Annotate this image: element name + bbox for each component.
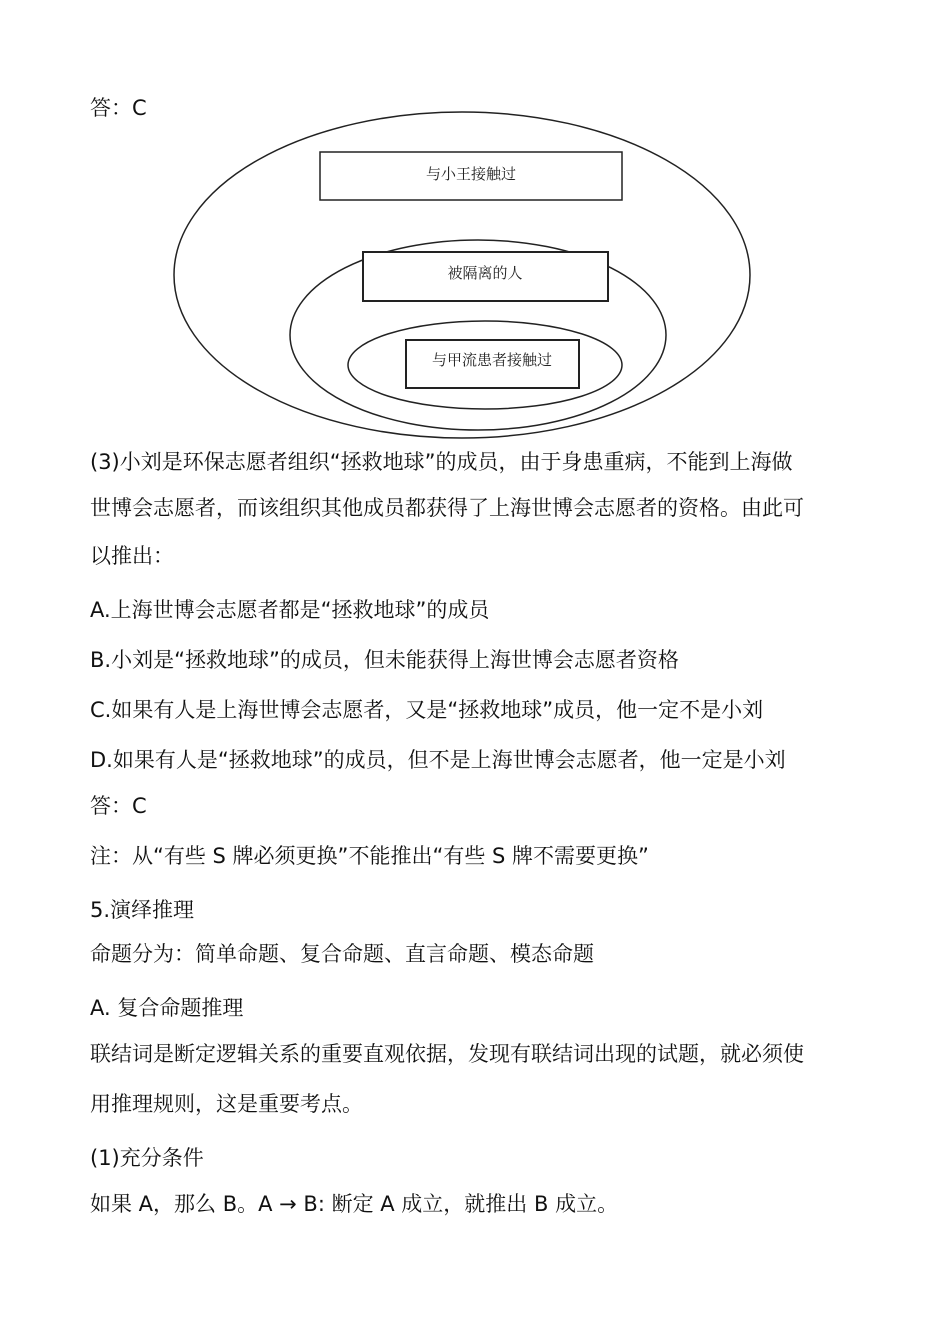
option-b: B.小刘是“拯救地球”的成员，但未能获得上海世博会志愿者资格 [90,648,679,672]
proposition-types: 命题分为：简单命题、复合命题、直言命题、模态命题 [90,942,594,966]
option-c: C.如果有人是上海世博会志愿者，又是“拯救地球”成员，他一定不是小刘 [90,698,764,722]
section-heading: 5.演绎推理 [90,898,195,922]
paragraph-line-1: 联结词是断定逻辑关系的重要直观依据，发现有联结词出现的试题，就必须使 [90,1042,804,1066]
rule-text: 如果 A，那么 B。A → B: 断定 A 成立，就推出 B 成立。 [90,1192,619,1216]
subsection-heading: A. 复合命题推理 [90,996,244,1020]
inner-label: 与甲流患者接触过 [431,351,553,369]
answer-label-2: 答：C [90,794,147,818]
middle-label: 被隔离的人 [447,264,523,282]
question-text-line-3: 以推出： [90,544,174,568]
item-heading: (1)充分条件 [90,1146,204,1170]
answer-label: 答：C [90,96,147,120]
question-text-line-1: (3)小刘是环保志愿者组织“拯救地球”的成员，由于身患重病，不能到上海做 [90,450,793,474]
nested-set-diagram [170,110,770,440]
note-text: 注：从“有些 S 牌必须更换”不能推出“有些 S 牌不需要更换” [90,844,649,868]
option-a: A.上海世博会志愿者都是“拯救地球”的成员 [90,598,490,622]
question-text-line-2: 世博会志愿者，而该组织其他成员都获得了上海世博会志愿者的资格。由此可 [90,496,804,520]
paragraph-line-2: 用推理规则，这是重要考点。 [90,1092,363,1116]
outer-label: 与小王接触过 [425,165,517,183]
option-d: D.如果有人是“拯救地球”的成员，但不是上海世博会志愿者，他一定是小刘 [90,748,786,772]
